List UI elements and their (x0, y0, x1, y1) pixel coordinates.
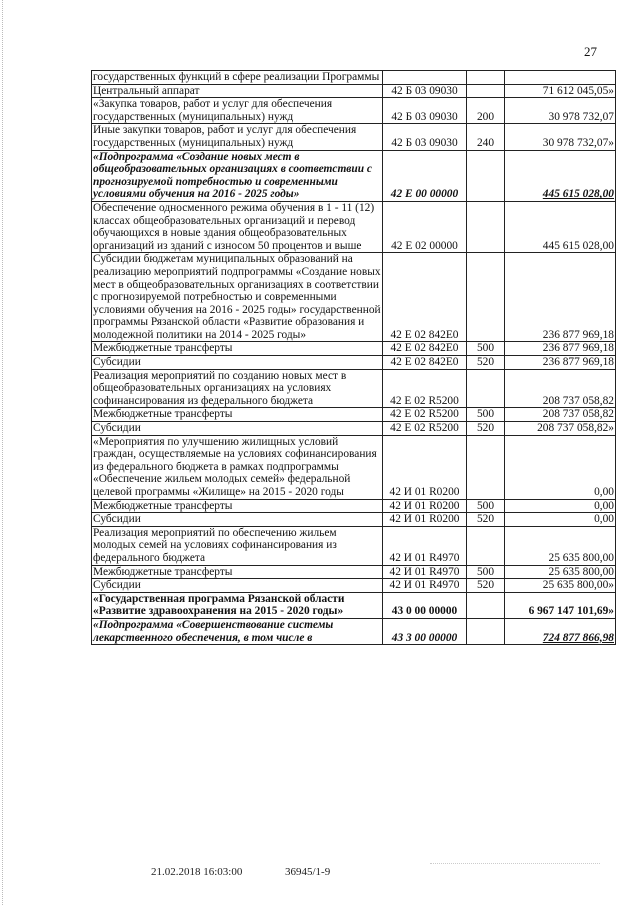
row-amount-cell: 30 978 732,07 (505, 98, 616, 124)
row-amount-cell: 30 978 732,07» (505, 124, 616, 150)
table-row (92, 150, 616, 201)
row-name-cell: Иные закупки товаров, работ и услуг для обеспечения государственных (муниципальных) нужд (92, 124, 383, 150)
row-name-cell: «Подпрограмма «Совершенствование системы лекарственного обеспечения, в том числе в (92, 618, 383, 644)
row-name-cell: Субсидии (92, 356, 383, 370)
row-code-cell: 42 Б 03 09030 (383, 124, 467, 150)
row-code-cell: 42 Е 02 R5200 (383, 422, 467, 436)
table-row (92, 513, 616, 527)
row-type-cell (467, 369, 505, 408)
row-type-cell (467, 526, 505, 565)
page-number: 27 (584, 44, 597, 59)
row-type-cell: 520 (467, 356, 505, 370)
row-name-cell: Реализация мероприятий по обеспечению жильем молодых семей на условиях софинансирования из федерального бюджета (92, 526, 383, 565)
row-name-cell: Центральный аппарат (92, 84, 383, 98)
row-code-cell: 42 Е 02 R5200 (383, 408, 467, 422)
budget-table (91, 70, 616, 645)
row-name-cell: «Мероприятия по улучшению жилищных условий граждан, осуществляемые на условиях софинансирования из федерального бюджета в рамках подпрограммы «Обеспечение жильем молодых семей» федеральной целевой программы «Жилище» на 2015 - 2020 годы (92, 435, 383, 499)
row-type-cell: 500 (467, 565, 505, 579)
row-code-cell: 43 0 00 00000 (383, 592, 467, 618)
row-type-cell (467, 201, 505, 252)
row-amount-cell: 236 877 969,18 (505, 253, 616, 342)
row-name-cell: Субсидии (92, 422, 383, 436)
table-row (92, 98, 616, 124)
table-row (92, 408, 616, 422)
row-name-cell: государственных функций в сфере реализации Программы (92, 71, 383, 85)
budget-table-body (92, 71, 616, 645)
row-code-cell: 42 Е 02 842Е0 (383, 342, 467, 356)
row-code-cell: 43 3 00 00000 (383, 618, 467, 644)
row-amount-cell: 208 737 058,82 (505, 369, 616, 408)
table-row (92, 356, 616, 370)
row-amount-cell: 0,00 (505, 513, 616, 527)
row-amount-cell: 6 967 147 101,69» (505, 592, 616, 618)
row-code-cell: 42 Е 00 00000 (383, 150, 467, 201)
table-row (92, 526, 616, 565)
table-row (92, 618, 616, 644)
table-row (92, 565, 616, 579)
row-amount-cell: 208 737 058,82» (505, 422, 616, 436)
row-type-cell: 200 (467, 98, 505, 124)
row-amount-cell: 724 877 866,98 (505, 618, 616, 644)
table-row (92, 71, 616, 85)
row-amount-cell: 71 612 045,05» (505, 84, 616, 98)
table-row (92, 369, 616, 408)
row-type-cell (467, 592, 505, 618)
row-name-cell: «Подпрограмма «Создание новых мест в общеобразовательных организациях в соответствии с прогнозируемой потребностью и современными условиями обучения на 2016 - 2025 годы» (92, 150, 383, 201)
row-name-cell: «Закупка товаров, работ и услуг для обеспечения государственных (муниципальных) нужд (92, 98, 383, 124)
footer-document-code: 36945/1-9 (285, 866, 331, 878)
row-name-cell: «Государственная программа Рязанской области «Развитие здравоохранения на 2015 - 2020 годы» (92, 592, 383, 618)
row-type-cell (467, 618, 505, 644)
row-name-cell: Межбюджетные трансферты (92, 342, 383, 356)
row-code-cell: 42 Е 02 842Е0 (383, 356, 467, 370)
table-row (92, 253, 616, 342)
row-name-cell: Субсидии (92, 579, 383, 593)
row-code-cell: 42 И 01 R4970 (383, 526, 467, 565)
row-name-cell: Межбюджетные трансферты (92, 499, 383, 513)
row-type-cell: 500 (467, 499, 505, 513)
row-amount-cell: 445 615 028,00 (505, 150, 616, 201)
row-type-cell: 500 (467, 408, 505, 422)
row-name-cell: Субсидии (92, 513, 383, 527)
row-type-cell: 240 (467, 124, 505, 150)
row-amount-cell: 25 635 800,00 (505, 526, 616, 565)
row-amount-cell: 0,00 (505, 435, 616, 499)
row-type-cell (467, 71, 505, 85)
table-row (92, 592, 616, 618)
table-row (92, 435, 616, 499)
table-row (92, 201, 616, 252)
row-code-cell (383, 71, 467, 85)
row-type-cell: 520 (467, 422, 505, 436)
row-code-cell: 42 И 01 R0200 (383, 513, 467, 527)
row-code-cell: 42 И 01 R4970 (383, 565, 467, 579)
table-row (92, 579, 616, 593)
row-type-cell: 500 (467, 342, 505, 356)
row-name-cell: Субсидии бюджетам муниципальных образований на реализацию мероприятий подпрограммы «Создание новых мест в общеобразовательных организациях в соответствии с прогнозируемой потребностью и современными условиями обучения на 2016 - 2025 годы» государственной программы Рязанской области «Развитие образования и молодежной политики на 2014 - 2025 годы» (93, 253, 381, 341)
scan-noise-artifact (430, 863, 600, 872)
row-amount-cell: 445 615 028,00 (505, 201, 616, 252)
row-amount-cell (505, 71, 616, 85)
row-amount-cell: 236 877 969,18 (505, 342, 616, 356)
table-row (92, 499, 616, 513)
row-type-cell: 520 (467, 579, 505, 593)
row-name-cell: Межбюджетные трансферты (92, 565, 383, 579)
row-amount-cell: 25 635 800,00» (505, 579, 616, 593)
table-row (92, 124, 616, 150)
row-amount-cell: 0,00 (505, 499, 616, 513)
row-type-cell (467, 150, 505, 201)
table-row (92, 84, 616, 98)
table-row (92, 342, 616, 356)
footer-datetime: 21.02.2018 16:03:00 (151, 866, 243, 878)
table-row (92, 422, 616, 436)
row-code-cell: 42 Е 02 842Е0 (383, 253, 467, 342)
scan-margin-artifact (2, 0, 9, 905)
row-code-cell: 42 И 01 R0200 (383, 499, 467, 513)
row-code-cell: 42 Б 03 09030 (383, 84, 467, 98)
row-type-cell: 520 (467, 513, 505, 527)
row-code-cell: 42 Е 02 00000 (383, 201, 467, 252)
row-type-cell (467, 253, 505, 342)
row-amount-cell: 236 877 969,18 (505, 356, 616, 370)
row-code-cell: 42 И 01 R4970 (383, 579, 467, 593)
row-amount-cell: 208 737 058,82 (505, 408, 616, 422)
row-name-cell: Реализация мероприятий по созданию новых мест в общеобразовательных организациях на условиях софинансирования из федерального бюджета (92, 369, 383, 408)
row-code-cell: 42 Б 03 09030 (383, 98, 467, 124)
row-amount-cell: 25 635 800,00 (505, 565, 616, 579)
row-type-cell (467, 435, 505, 499)
row-name-cell: Обеспечение односменного режима обучения в 1 - 11 (12) классах общеобразовательных организаций и перевод обучающихся в новые здания общеобразовательных организаций из зданий с износом 50 процентов и выше (92, 201, 383, 252)
row-type-cell (467, 84, 505, 98)
row-code-cell: 42 И 01 R0200 (383, 435, 467, 499)
row-code-cell: 42 Е 02 R5200 (383, 369, 467, 408)
row-name-cell: Межбюджетные трансферты (92, 408, 383, 422)
